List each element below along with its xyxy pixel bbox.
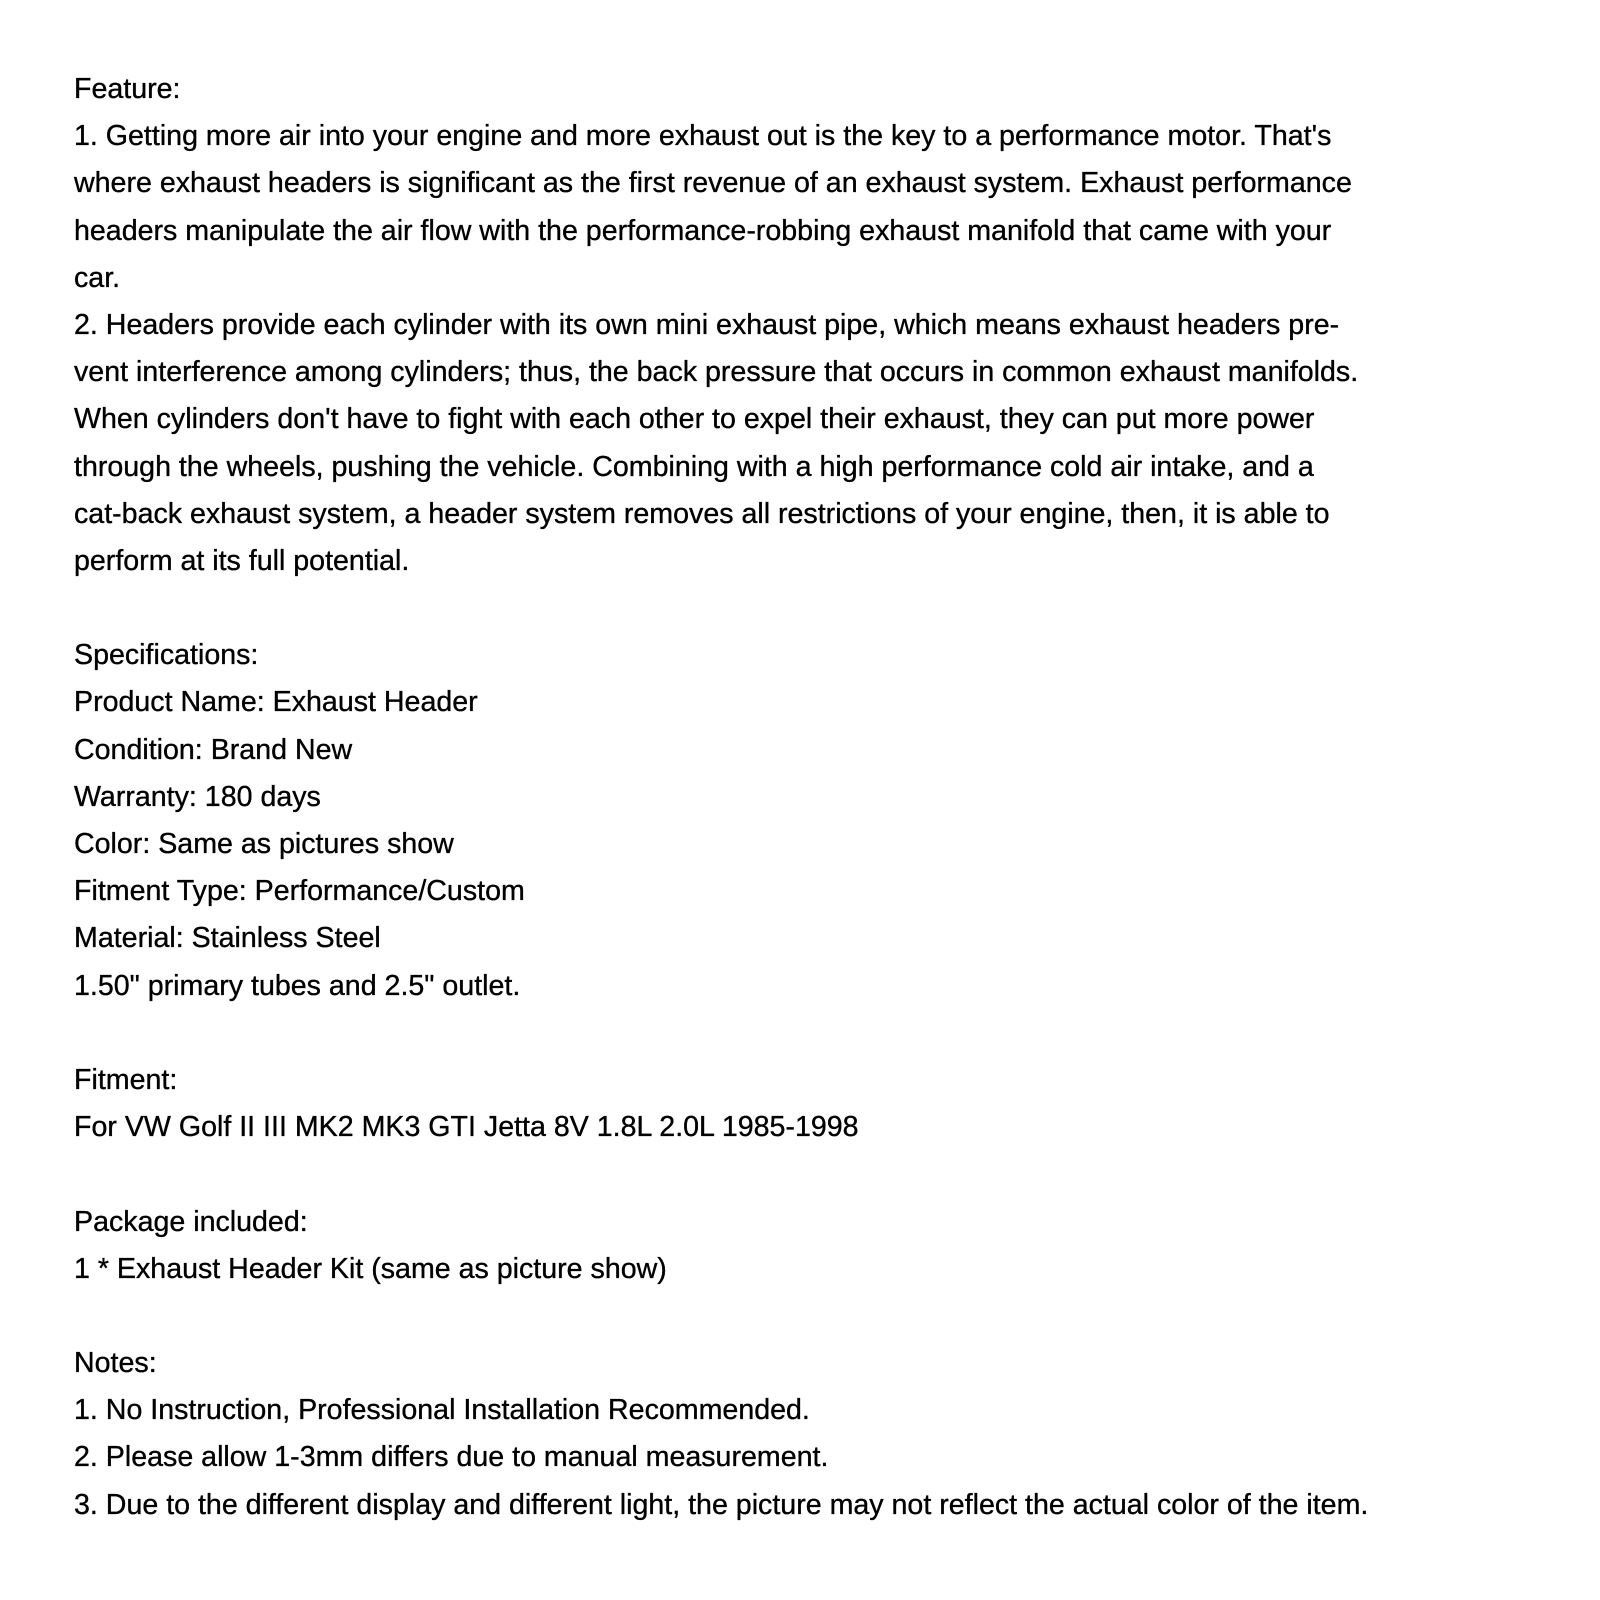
feature-section [74,66,1534,585]
feature-heading: Feature: [74,73,181,105]
spec-fitment-type: Fitment Type: Performance/Custom [74,875,525,908]
feature-line: 2. Headers provide each cylinder with its own mini exhaust pipe, which means exhaust headers pre- [74,308,1340,341]
spec-product-name: Product Name: Exhaust Header [74,686,478,719]
fitment-heading: Fitment: [74,1063,178,1096]
feature-line: vent interference among cylinders; thus, the back pressure that occurs in common exhaust manifolds. [74,356,1359,389]
section-spacer [74,1151,1534,1198]
package-section [74,1199,1534,1293]
feature-line: perform at its full potential. [74,544,410,577]
feature-line: cat-back exhaust system, a header system removes all restrictions of your engine, then, it is able to [74,497,1330,530]
section-spacer [74,1010,1534,1057]
note-item: 1. No Instruction, Professional Installation Recommended. [74,1394,810,1427]
feature-line: car. [74,261,121,294]
note-item: 3. Due to the different display and different light, the picture may not reflect the actual color of the item. [74,1488,1369,1521]
specifications-heading: Specifications: [74,639,259,672]
fitment-section [74,1057,1534,1151]
fitment-vehicle: For VW Golf II III MK2 MK3 GTI Jetta 8V 1.8L 2.0L 1985-1998 [74,1111,859,1144]
section-spacer [74,1293,1534,1340]
spec-warranty: Warranty: 180 days [74,780,321,813]
notes-section [74,1340,1534,1529]
note-item: 2. Please allow 1-3mm differs due to manual measurement. [74,1441,829,1474]
feature-line: headers manipulate the air flow with the performance-robbing exhaust manifold that came with your [74,214,1332,247]
product-description [74,66,1534,1529]
feature-line: When cylinders don't have to fight with each other to expel their exhaust, they can put more power [74,403,1315,436]
notes-heading: Notes: [74,1347,157,1380]
package-heading: Package included: [74,1205,308,1238]
feature-line: 1. Getting more air into your engine and more exhaust out is the key to a performance motor. That's [74,120,1332,153]
spec-color: Color: Same as pictures show [74,828,454,860]
feature-line: through the wheels, pushing the vehicle. Combining with a high performance cold air intake, and a [74,450,1314,483]
feature-line: where exhaust headers is significant as the first revenue of an exhaust system. Exhaust performance [74,167,1352,200]
section-spacer [74,585,1534,632]
spec-material: Material: Stainless Steel [74,922,381,955]
spec-condition: Condition: Brand New [74,733,353,766]
specifications-section [74,632,1534,1010]
spec-tube-sizes: 1.50" primary tubes and 2.5" outlet. [74,969,521,1002]
package-item: 1 * Exhaust Header Kit (same as picture show) [74,1252,667,1285]
